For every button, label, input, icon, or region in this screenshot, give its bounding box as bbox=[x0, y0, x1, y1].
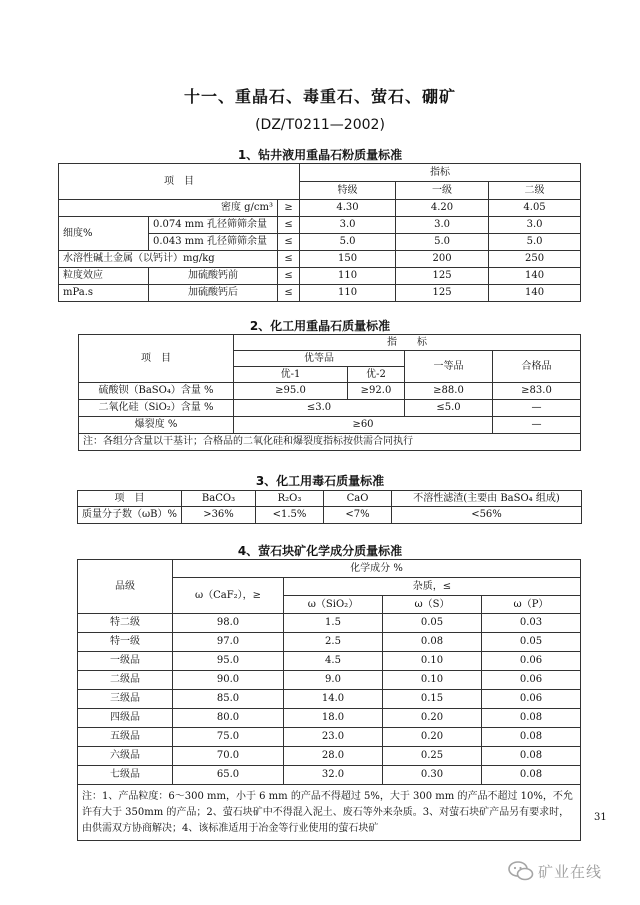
header-indicator: 指标 bbox=[300, 164, 581, 182]
row-label-grade: 三级品 bbox=[78, 690, 173, 709]
row-label-after: 加硫酸钙后 bbox=[149, 285, 278, 302]
ge-sign: ≥ bbox=[278, 200, 300, 217]
table-cell: 150 bbox=[300, 251, 396, 268]
table-cell: 0.20 bbox=[383, 709, 482, 728]
table-cell: 4.05 bbox=[489, 200, 581, 217]
table-cell: 32.0 bbox=[284, 766, 383, 785]
table-cell: 0.05 bbox=[383, 614, 482, 633]
table-row bbox=[78, 709, 581, 728]
table-row bbox=[78, 652, 581, 671]
table-cell: 0.10 bbox=[383, 652, 482, 671]
table-cell: 0.08 bbox=[482, 728, 581, 747]
table-cell: 70.0 bbox=[173, 747, 284, 766]
table-cell: 3.0 bbox=[300, 217, 396, 234]
row-label-grade: 特二级 bbox=[78, 614, 173, 633]
table-cell: 2.5 bbox=[284, 633, 383, 652]
table-cell: 0.30 bbox=[383, 766, 482, 785]
row-label-metal: 水溶性碱土金属（以钙计）mg/kg bbox=[59, 251, 278, 268]
table3-title: 3、化工用毒石质量标准 bbox=[255, 474, 385, 488]
row-label-grade: 特一级 bbox=[78, 633, 173, 652]
table-cell: 23.0 bbox=[284, 728, 383, 747]
table2-title: 2、化工用重晶石质量标准 bbox=[249, 319, 391, 333]
header-first-grade: 一等品 bbox=[405, 351, 493, 383]
row-label-viscosity: 粒度效应 bbox=[59, 268, 149, 285]
table-cell: ≤3.0 bbox=[234, 400, 405, 417]
table-cell: 0.06 bbox=[482, 690, 581, 709]
table1-title: 1、钻井液用重晶石粉质量标准 bbox=[237, 148, 403, 162]
table-cell: 0.10 bbox=[383, 671, 482, 690]
table-cell: 110 bbox=[300, 285, 396, 302]
table-note: 注：1、产品粒度：6～300 mm，小于 6 mm 的产品不得超过 5%，大于 300 mm 的产品不超过 10%，不允许有大于 350mm 的产品；2、萤石块矿中不得混入泥土、废石等外来杂质。3、对萤石块矿产品另有要求时，由供需双方协商解决；4、该标准适用于冶金等行业使用的萤石块矿 bbox=[78, 785, 581, 841]
table-cell: <7% bbox=[324, 507, 392, 524]
table-cell: ≤5.0 bbox=[405, 400, 493, 417]
table-cell: 4.30 bbox=[300, 200, 396, 217]
table-cell: ≥88.0 bbox=[405, 383, 493, 400]
table-cell: 0.08 bbox=[383, 633, 482, 652]
table-cell: 3.0 bbox=[396, 217, 489, 234]
header-grade: 品级 bbox=[78, 560, 173, 614]
table-cell: 80.0 bbox=[173, 709, 284, 728]
header-superior: 优等品 bbox=[234, 351, 405, 367]
header-cao: CaO bbox=[324, 491, 392, 507]
row-label-mesh1: 0.074 mm 孔径筛筛余量 bbox=[149, 217, 278, 234]
header-superior-2: 优-2 bbox=[348, 367, 405, 383]
table-cell: 5.0 bbox=[396, 234, 489, 251]
header-item: 项 目 bbox=[79, 335, 234, 383]
table-cell: 0.05 bbox=[482, 633, 581, 652]
header-chem: 化学成分 % bbox=[173, 560, 581, 578]
table-cell: 140 bbox=[489, 268, 581, 285]
table-cell: 0.08 bbox=[482, 709, 581, 728]
table-cell: 200 bbox=[396, 251, 489, 268]
table-cell: 0.06 bbox=[482, 652, 581, 671]
table-cell: 0.08 bbox=[482, 747, 581, 766]
table-cell: <1.5% bbox=[256, 507, 324, 524]
table-cell: 0.20 bbox=[383, 728, 482, 747]
table-cell: ≥92.0 bbox=[348, 383, 405, 400]
le-sign: ≤ bbox=[278, 217, 300, 234]
table-row bbox=[78, 690, 581, 709]
row-label-sio2: 二氧化硅（SiO₂）含量 % bbox=[79, 400, 234, 417]
table-cell: 0.03 bbox=[482, 614, 581, 633]
row-label-fineness: 细度% bbox=[59, 217, 149, 251]
row-label-mass-fraction: 质量分子数（ωB）% bbox=[78, 507, 182, 524]
table-cell: 75.0 bbox=[173, 728, 284, 747]
table-fluorite bbox=[77, 559, 581, 841]
header-s: ω（S） bbox=[383, 596, 482, 614]
table-cell: 1.5 bbox=[284, 614, 383, 633]
page-number: 31 bbox=[594, 812, 607, 823]
header-item: 项 目 bbox=[59, 164, 300, 200]
header-item: 项 目 bbox=[78, 491, 182, 507]
table-cell: 3.0 bbox=[489, 217, 581, 234]
table-row bbox=[78, 728, 581, 747]
header-impurity: 杂质，≤ bbox=[284, 578, 581, 596]
table-cell: 250 bbox=[489, 251, 581, 268]
header-insoluble: 不溶性滤渣(主要由 BaSO₄ 组成) bbox=[392, 491, 582, 507]
row-label-burst: 爆裂度 % bbox=[79, 417, 234, 434]
table-cell: 5.0 bbox=[489, 234, 581, 251]
header-p: ω（P） bbox=[482, 596, 581, 614]
grade-header: 二级 bbox=[489, 182, 581, 200]
table-cell: 18.0 bbox=[284, 709, 383, 728]
row-label-grade: 四级品 bbox=[78, 709, 173, 728]
table-cell: 0.08 bbox=[482, 766, 581, 785]
header-indicator: 指 标 bbox=[234, 335, 581, 351]
table-cell: 0.15 bbox=[383, 690, 482, 709]
table-cell: 98.0 bbox=[173, 614, 284, 633]
table-row bbox=[78, 747, 581, 766]
table-cell: 125 bbox=[396, 285, 489, 302]
table-cell: 28.0 bbox=[284, 747, 383, 766]
watermark bbox=[508, 858, 602, 884]
row-label-grade: 一级品 bbox=[78, 652, 173, 671]
table-cell: 65.0 bbox=[173, 766, 284, 785]
table-cell: 5.0 bbox=[300, 234, 396, 251]
table-row bbox=[78, 766, 581, 785]
table-cell: 85.0 bbox=[173, 690, 284, 709]
table-cell: 0.25 bbox=[383, 747, 482, 766]
table-drilling-barite bbox=[58, 163, 581, 302]
le-sign: ≤ bbox=[278, 234, 300, 251]
table-row bbox=[78, 614, 581, 633]
table-cell: 4.20 bbox=[396, 200, 489, 217]
table-witherite bbox=[77, 490, 582, 524]
table-cell: 9.0 bbox=[284, 671, 383, 690]
header-sio2: ω（SiO₂） bbox=[284, 596, 383, 614]
table-row bbox=[78, 633, 581, 652]
table-cell: ≥83.0 bbox=[493, 383, 581, 400]
table-cell: 90.0 bbox=[173, 671, 284, 690]
table-note: 注：各组分含量以干基计；合格品的二氧化硅和爆裂度指标按供需合同执行 bbox=[79, 434, 581, 451]
table-row bbox=[78, 671, 581, 690]
table-cell: 14.0 bbox=[284, 690, 383, 709]
row-label-viscosity-unit: mPa.s bbox=[59, 285, 149, 302]
row-label-density: 密度 g/cm³ bbox=[59, 200, 278, 217]
table-cell: <56% bbox=[392, 507, 582, 524]
le-sign: ≤ bbox=[278, 285, 300, 302]
header-qualified: 合格品 bbox=[493, 351, 581, 383]
table-cell: 0.06 bbox=[482, 671, 581, 690]
table-cell: — bbox=[493, 417, 581, 434]
header-caf2: ω（CaF₂），≥ bbox=[173, 578, 284, 614]
header-superior-1: 优-1 bbox=[234, 367, 348, 383]
table-cell: — bbox=[493, 400, 581, 417]
table-cell: 110 bbox=[300, 268, 396, 285]
row-label-grade: 六级品 bbox=[78, 747, 173, 766]
table-cell: ≥95.0 bbox=[234, 383, 348, 400]
table-cell: 97.0 bbox=[173, 633, 284, 652]
row-label-mesh2: 0.043 mm 孔径筛筛余量 bbox=[149, 234, 278, 251]
le-sign: ≤ bbox=[278, 251, 300, 268]
le-sign: ≤ bbox=[278, 268, 300, 285]
table-cell: ≥60 bbox=[234, 417, 493, 434]
grade-header: 特级 bbox=[300, 182, 396, 200]
table-cell: 125 bbox=[396, 268, 489, 285]
grade-header: 一级 bbox=[396, 182, 489, 200]
table-cell: >36% bbox=[182, 507, 256, 524]
row-label-grade: 七级品 bbox=[78, 766, 173, 785]
table-cell: 4.5 bbox=[284, 652, 383, 671]
row-label-baso4: 硫酸钡（BaSO₄）含量 % bbox=[79, 383, 234, 400]
table-cell: 140 bbox=[489, 285, 581, 302]
watermark-text: 矿业在线 bbox=[538, 862, 603, 881]
table4-title: 4、萤石块矿化学成分质量标准 bbox=[237, 544, 403, 558]
table-chemical-barite bbox=[78, 334, 581, 451]
header-baco3: BaCO₃ bbox=[182, 491, 256, 507]
chat-bubble-icon bbox=[508, 860, 534, 882]
table-cell: 95.0 bbox=[173, 652, 284, 671]
header-r2o3: R₂O₃ bbox=[256, 491, 324, 507]
row-label-grade: 五级品 bbox=[78, 728, 173, 747]
page-title: 十一、重晶石、毒重石、萤石、硼矿 bbox=[183, 87, 456, 106]
row-label-before: 加硫酸钙前 bbox=[149, 268, 278, 285]
row-label-grade: 二级品 bbox=[78, 671, 173, 690]
standard-code: (DZ/T0211—2002) bbox=[255, 117, 385, 133]
